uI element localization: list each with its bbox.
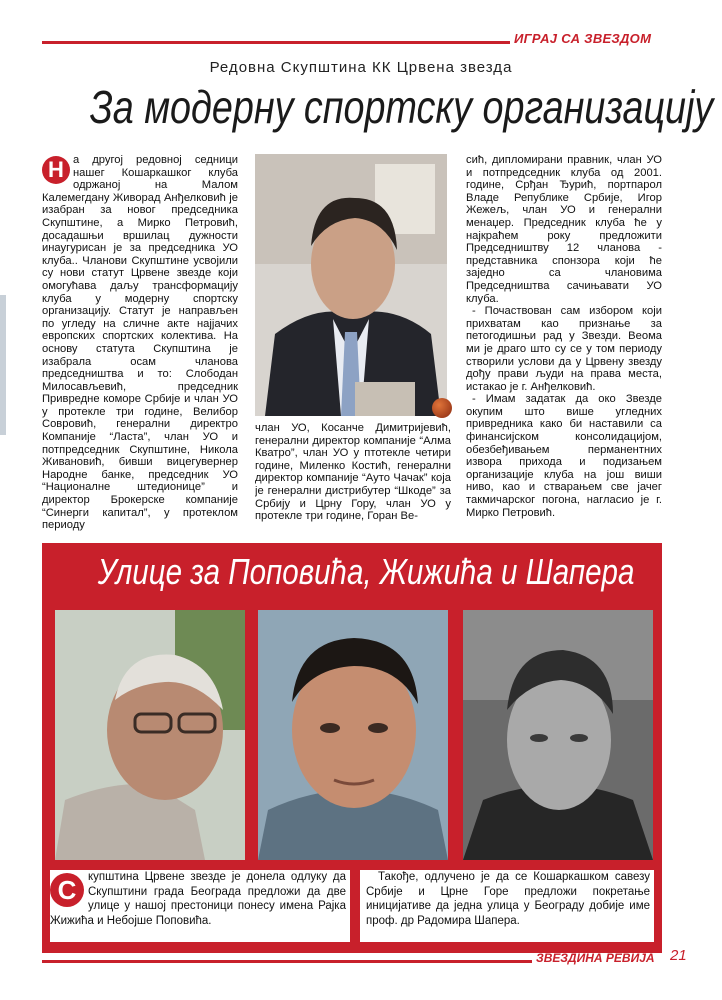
column-3-paragraph-3: - Имам задатак да око Звезде окупим што више угледних привредника како би наставили са финансијском консолидацијом, обезбеђивањем перманентних извора прихода и подизањем организације клуба на још виши ниво, као и стварањем све јачег такмичарског погона, нагласио је г. Мирко Петровић.: [466, 393, 662, 519]
streets-headline: Улице за Поповића, Жижића и Шапера: [97, 551, 635, 592]
basketball-icon: [432, 398, 452, 418]
caption-right-text: Такође, одлучено је да се Кошаркашком савезу Србије и Црне Горе предложи покретање иницијативе да једна улица у Београду добије име проф. др Радомира Шапера.: [366, 871, 650, 927]
kicker: Редовна Скупштина КК Црвена звезда: [209, 59, 513, 76]
bottom-rule: [42, 960, 532, 963]
dropcap: Н: [42, 156, 70, 184]
footer-tag: ЗВЕЗДИНА РЕВИЈА: [536, 951, 655, 965]
photo-left-elderly-man: [55, 610, 245, 860]
caption-right: [366, 870, 650, 942]
caption-left: [50, 870, 346, 942]
column-3-paragraph-2: - Почаствован сам избором који прихватам као признање за петогодишњи рад у Звезди. Веома ми је драго што су се у том периоду створили услови да у Црвену звезду дођу прави људи на права места, истакао је г. Анђелковић.: [466, 305, 662, 393]
top-rule: [42, 41, 510, 44]
edge-stripe: [0, 295, 6, 435]
caption-dropcap: С: [50, 873, 84, 907]
column-3-paragraph-1: сић, дипломирани правник, члан УО и потпредседник клуба од 2001. године, Срђан Ђурић, портпарол Владе Републике Србије, Игор Жежељ, члан УО и генерални менаџер. Председник клуба ће у најкраћем року предложити Председништву 12 чланова - представника спонзора који ће заједно са члановима Председништва сачињавати УО клуба.: [466, 154, 662, 305]
section-tag: ИГРАЈ СА ЗВЕЗДОМ: [514, 31, 652, 46]
portrait-photo-main: [255, 154, 447, 416]
article-column-3: [466, 154, 662, 534]
column-1-text: а другој редовној седници нашег Кошаркашког клуба одржаној на Малом Калемегдану Живорад Анђелковић је изабран за новог председника Скупштине, а Мирко Петровић, досадашњи вршилац дужности инаугурисан је за председника УО клуба.. Чланови Скупштине усвојили су нови статут Црвене звезде који омогућава даљу трансформацију клуба у модерну спортску организацију. Статут је направљен по угледу на сличне акте најјачих европских спортских колектива. На основу статута Скупштина је изабрала осам чланова председништва и то: Слободан Милосављевић, председник Привредне коморе Србије и члан УО у протекле три године, Велибор Совровић, генерални директро Компаније “Ласта”, члан УО и потпредседник Скупштине, Никола Живановић, бивши вицегувернер Народне банке, председник УО “Националне штедионице” и директор Брокерске компаније “Синерги капитал”, у протеклом периоду: [42, 154, 238, 532]
page-number: 21: [670, 947, 687, 964]
column-2-text: члан УО, Косанче Димитријевић, генерални директор компаније “Алма Кватро”, члан УО у птотекле четири године, Миленко Костић, генерални директор компаније “Ауто Чачак” која је генерални дистрибутер “Шкоде” за Србију и Црну Гору, члан УО у протекле три године, Горан Ве-: [255, 422, 451, 523]
caption-left-text: купштина Црвене звезде је донела одлуку да Скупштини града Београда предложи да две улице у нашој престоници понесу имена Рајка Жижића и Небојше Поповића.: [50, 871, 346, 927]
headline: За модерну спортску организацију: [89, 81, 714, 133]
article-column-2: [255, 422, 451, 534]
article-column-1: [42, 154, 238, 534]
photo-right-man: [463, 610, 653, 860]
photo-center-man: [258, 610, 448, 860]
